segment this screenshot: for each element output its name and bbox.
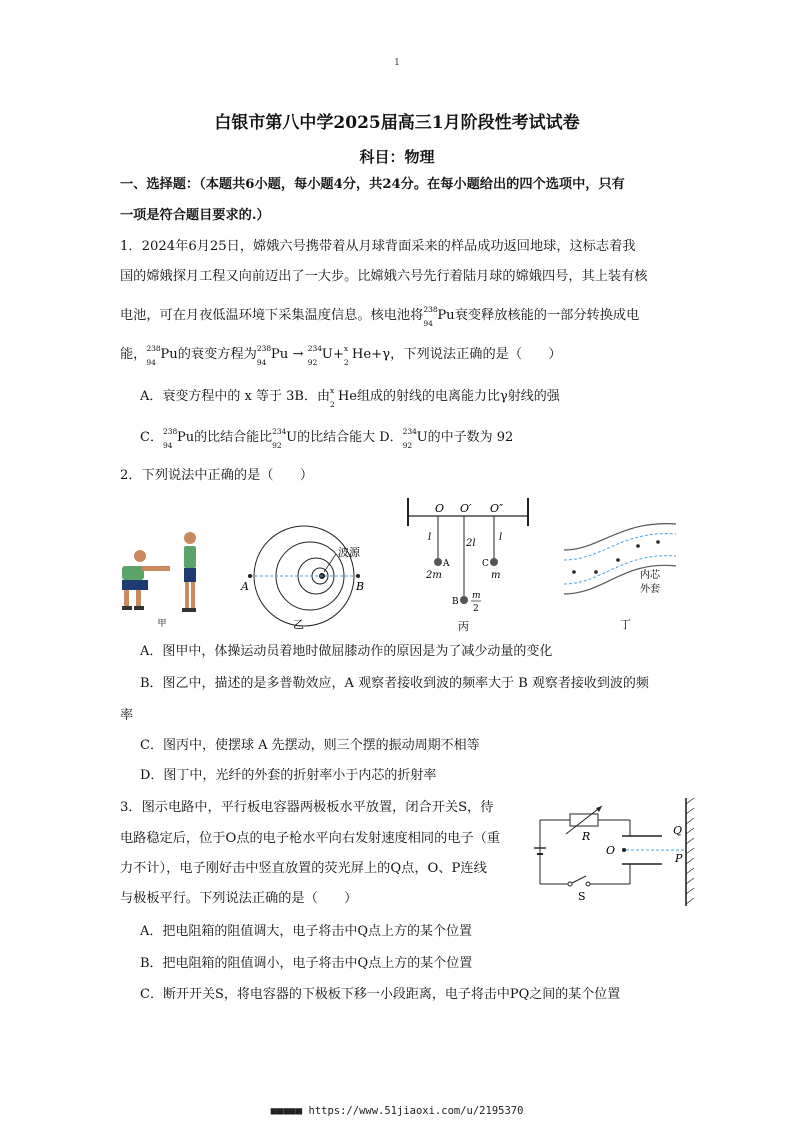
svg-text:内芯: 内芯 [640,570,660,581]
svg-text:S: S [578,890,586,903]
svg-text:l: l [428,532,432,543]
svg-text:外套: 外套 [640,584,660,595]
figure-bing-pendulums [402,496,532,636]
pu-nuclide: 238 94 Pu [423,305,455,328]
svg-text:B: B [452,597,459,607]
figure-circuit [530,796,700,908]
q1-line3: 电池，可在月夜低温环境下采集温度信息。核电池将 238 94 Pu衰变释放核能的一部分转换成电 [120,305,640,328]
subject-heading: 科目：物理 [359,148,435,166]
q3-line3: 力不计），电子刚好击中竖直放置的荧光屏上的Q点，O、P连线 [120,861,487,876]
q2-option-b-cont: 率 [120,708,134,723]
q2-option-b: B．图乙中，描述的是多普勒效应，A 观察者接收到波的频率大于 B 观察者接收到波的频 [140,676,649,691]
svg-text:A: A [241,580,249,593]
q1-line1: 1．2024年6月25日，嫦娥六号携带着从月球背面采来的样品成功返回地球，这标志着我 [120,239,636,254]
svg-text:丁: 丁 [620,618,631,631]
standing-athlete-icon [182,532,196,612]
q3-line2: 电路稳定后，位于O点的电子枪水平向右发射速度相同的电子（重 [120,831,501,846]
figure-yi-doppler [238,520,368,632]
svg-text:O′: O′ [460,502,472,515]
q1-line4: 能， 238 94 Pu的衰变方程为 238 94 Pu → 234 92 U+ x 2 He+γ，下列说法正确的是（ ） [120,344,562,367]
svg-text:2l: 2l [466,538,476,549]
svg-text:A: A [443,559,450,569]
page-title: 白银市第八中学2025届高三1月阶段性考试试卷 [214,113,580,133]
footer-watermark: ■■■■■ https://www.51jiaoxi.com/u/2195370 [270,1105,524,1117]
figure-ding-optical-fiber [560,510,680,634]
q1-option-a-b: A．衰变方程中的 x 等于 3B．由 x 2 He组成的射线的电离能力比γ射线的强 [140,386,560,409]
q1-option-c-d: C． 238 94 Pu的比结合能比 234 92 U的比结合能大 D． 234 92 U的中子数为 92 [140,427,514,450]
squatting-athlete-icon [122,550,170,610]
svg-text:O: O [606,844,616,857]
section-heading-line1: 一、选择题：（本题共6小题，每小题4分，共24分。在每小题给出的四个选项中，只有 [120,177,625,192]
q3-option-c: C．断开开关S，将电容器的下极板下移一小段距离，电子将击中PQ之间的某个位置 [140,987,621,1002]
svg-text:丙: 丙 [458,620,469,633]
q3-option-a: A．把电阻箱的阻值调大，电子将击中Q点上方的某个位置 [140,924,473,939]
svg-text:C: C [482,559,489,569]
svg-text:Q: Q [673,824,683,837]
svg-text:甲: 甲 [157,619,167,628]
figure-jia-athlete [112,528,212,628]
q3-option-b: B．把电阻箱的阻值调小，电子将击中Q点上方的某个位置 [140,956,473,971]
q3-line1: 3．图示电路中，平行板电容器两极板水平放置，闭合开关S，待 [120,800,494,815]
page-number: 1 [394,58,400,68]
q3-line4: 与极板平行。下列说法正确的是（ ） [120,891,358,906]
q1-line2: 国的嫦娥探月工程又向前迈出了一大步。比嫦娥六号先行着陆月球的嫦娥四号，其上装有核 [120,269,648,284]
q2-stem: 2．下列说法中正确的是（ ） [120,468,314,483]
svg-text:2m: 2m [426,570,442,581]
svg-text:l: l [499,532,503,543]
q2-option-c: C．图丙中，使摆球 A 先摆动，则三个摆的振动周期不相等 [140,738,480,753]
q2-option-d: D．图丁中，光纤的外套的折射率小于内芯的折射率 [140,768,437,783]
svg-text:乙: 乙 [293,618,304,631]
svg-text:O: O [435,502,445,515]
q2-option-a: A．图甲中，体操运动员着地时做屈膝动作的原因是为了减少动量的变化 [140,644,553,659]
svg-text:P: P [675,852,683,865]
section-heading-line2: 一项是符合题目要求的.） [120,208,270,223]
svg-text:B: B [356,580,365,593]
svg-text:m: m [491,570,501,581]
svg-text:波源: 波源 [338,546,360,559]
svg-text:R: R [582,830,591,843]
svg-text:2: 2 [473,604,479,614]
svg-text:O″: O″ [490,502,504,515]
svg-text:m: m [472,591,481,601]
